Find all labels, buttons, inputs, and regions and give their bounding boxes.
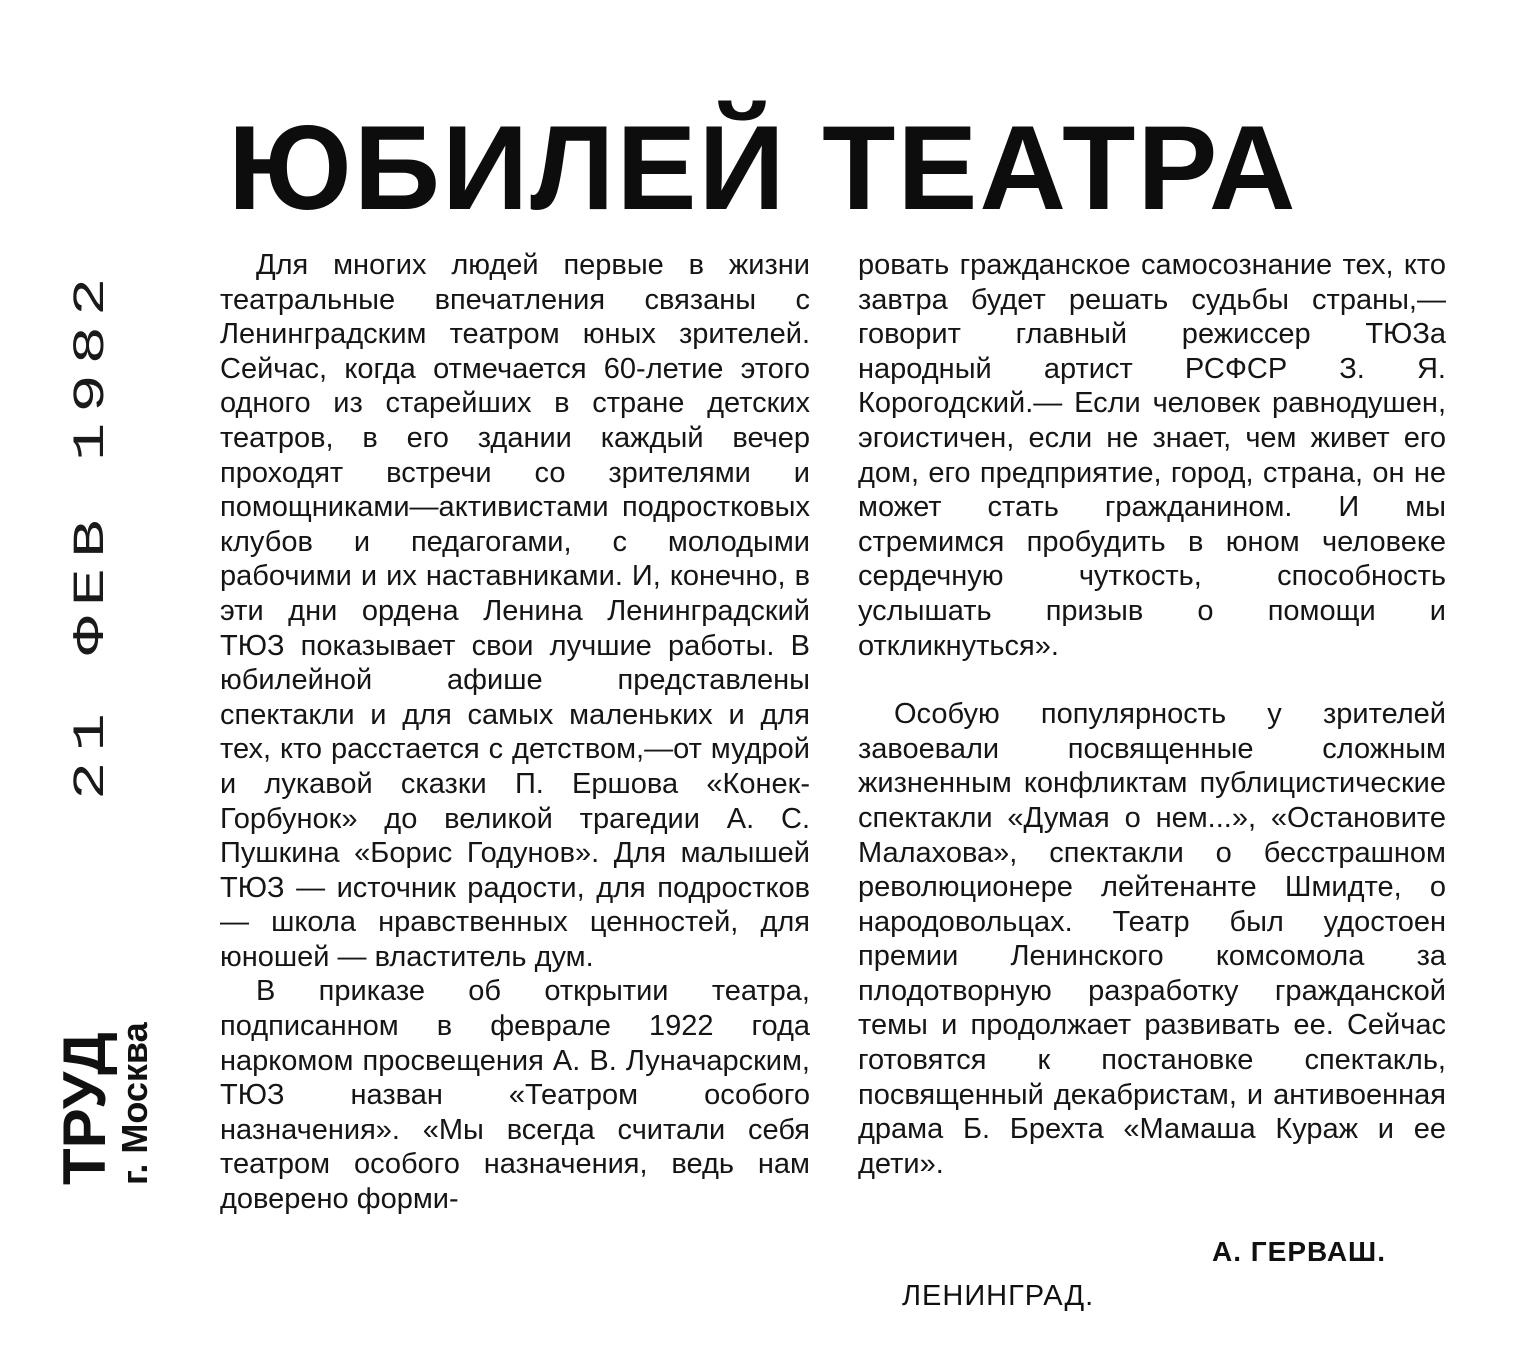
stamp-city: г. Москва	[114, 1022, 155, 1185]
stamp-date: 21 ФЕВ 1982	[66, 267, 118, 800]
paragraph: Для многих людей первые в жизни театральные впечатления связаны с Ленинградским театром юных зрителей. Сейчас, когда отмечается 60-летие этого одного из старейших в стране детских театров, в его здании каждый вечер проходят встречи со зрителями и помощниками—активистами подростковых клубов и педагогами, с молодыми рабочими и их наставниками. И, конечно, в эти дни ордена Ленина Ленинградский ТЮЗ показывает свои лучшие работы. В юбилейной афише представлены спектакли и для самых маленьких и для тех, кто расстается с детством,—от мудрой и лукавой сказки П. Ершова «Конек-Горбунок» до великой трагедии А. С. Пушкина «Борис Годунов». Для малышей ТЮЗ — источник радости, для подростков — школа нравственных ценностей, для юношей — властитель дум.	[220, 249, 810, 973]
clipping-stamp	[20, 267, 170, 1190]
article-headline: ЮБИЛЕЙ ТЕАТРА	[228, 101, 1298, 235]
stamp-newspaper-name: ТРУД	[51, 1032, 118, 1185]
paragraph: В приказе об открытии театра, подписанном в феврале 1922 года наркомом просвещения А. В. Луначарским, ТЮЗ назван «Театром особого назначения». «Мы всегда считали себя театром особого назначения, ведь нам доверено форми-	[220, 975, 810, 1216]
article-dateline-city: ЛЕНИНГРАД.	[902, 1280, 1095, 1312]
paragraph: ровать гражданское самосознание тех, кто завтра будет решать судьбы страны,— говорит главный режиссер ТЮЗа народный артист РСФСР З. Я. Корогодский.— Если человек равнодушен, эгоистичен, если не знает, чем живет его дом, его предприятие, город, страна, он не может стать гражданином. И мы стремимся пробудить в юном человеке сердечную чуткость, способность услышать призыв о помощи и откликнуться».	[858, 249, 1446, 662]
right-column	[858, 248, 1446, 1181]
left-column	[220, 248, 810, 1217]
paragraph: Особую популярность у зрителей завоевали посвященные сложным жизненным конфликтам публицистические спектакли «Думая о нем...», «Остановите Малахова», спектакли о бесстрашном революционере лейтенанте Шмидте, о народовольцах. Театр был удостоен премии Ленинского комсомола за плодотворную разработку гражданской темы и продолжает развивать ее. Сейчас готовятся к постановке спектакль, посвященный декабристам, и антивоенная драма Б. Брехта «Мамаша Кураж и ее дети».	[858, 698, 1446, 1180]
article-author: А. ГЕРВАШ.	[1212, 1236, 1386, 1267]
